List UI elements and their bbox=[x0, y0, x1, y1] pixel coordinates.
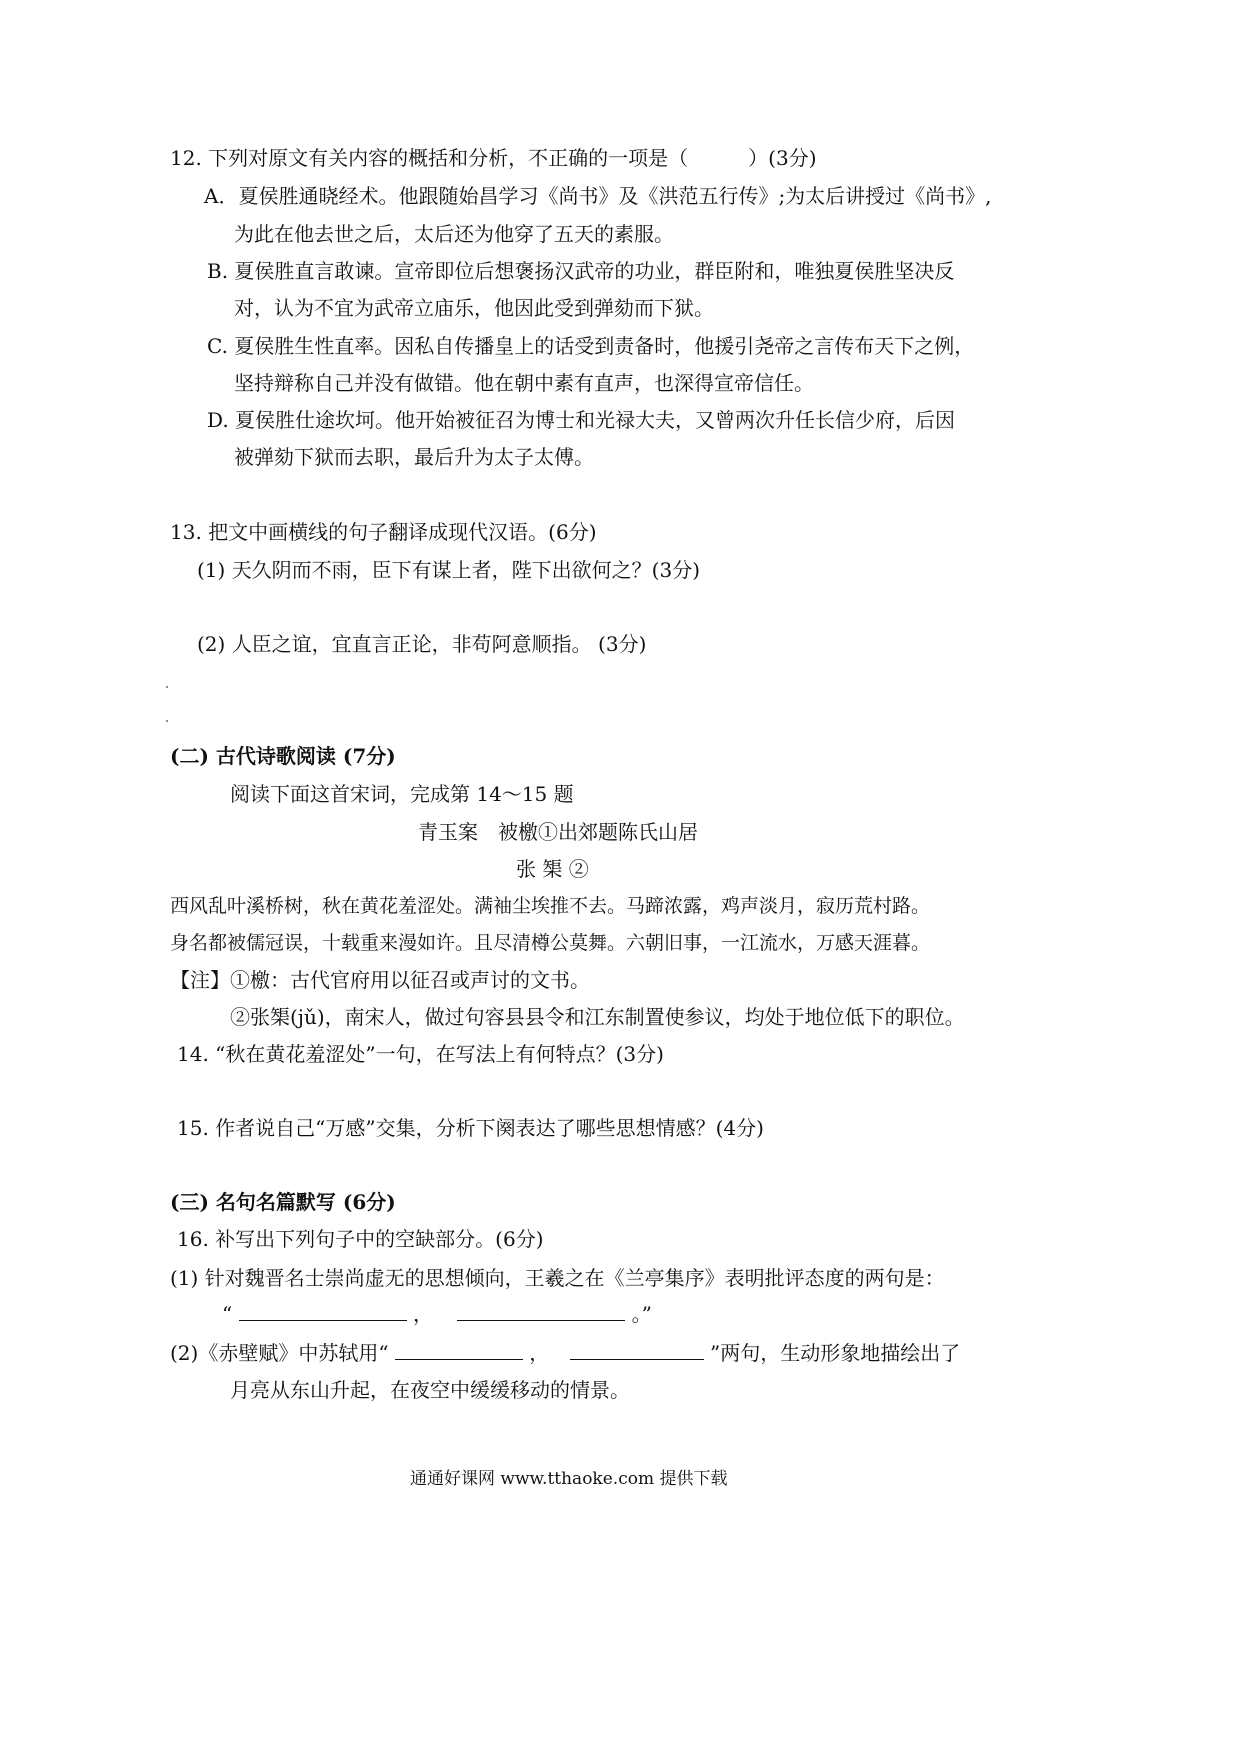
poem-note-1: 【注】①檄：古代官府用以征召或声讨的文书。 bbox=[170, 968, 590, 992]
poem-line-2: 身名都被儒冠误，十载重来漫如许。且尽清樽公莫舞。六朝旧事，一江流水，万感天涯暮。 bbox=[170, 932, 931, 954]
q16-prompt-2 bbox=[170, 1339, 960, 1367]
page-footer: 通通好课网 www.tthaoke.com 提供下载 bbox=[410, 1469, 728, 1489]
poem-title: 青玉案 被檄①出郊题陈氏山居 bbox=[418, 820, 698, 844]
poem-author: 张 榘 ② bbox=[516, 857, 589, 881]
q12-option-d-line1: D. 夏侯胜仕途坎坷。他开始被征召为博士和光禄大夫，又曾两次升任长信少府，后因 bbox=[207, 408, 956, 432]
q12-option-a-line2: 为此在他去世之后，太后还为他穿了五天的素服。 bbox=[234, 222, 674, 246]
open-quote: “ bbox=[222, 1302, 233, 1326]
q12-option-b-line2: 对，认为不宜为武帝立庙乐，他因此受到弹劾而下狱。 bbox=[234, 296, 714, 320]
answer-blank-4[interactable] bbox=[570, 1341, 704, 1360]
section2-heading: (二) 古代诗歌阅读 (7分) bbox=[170, 744, 396, 768]
q16-prompt-1: (1) 针对魏晋名士崇尚虚无的思想倾向，王羲之在《兰亭集序》表明批评态度的两句是： bbox=[170, 1266, 945, 1290]
q14-stem: 14. “秋在黄花羞涩处”一句，在写法上有何特点？(3分) bbox=[177, 1042, 664, 1066]
prompt-2-end: ”两句，生动形象地描绘出了 bbox=[710, 1341, 961, 1365]
section2-intro: 阅读下面这首宋词，完成第 14～15 题 bbox=[230, 782, 574, 806]
q12-option-a-line1: A．夏侯胜通晓经术。他跟随始昌学习《尚书》及《洪范五行传》;为太后讲授过《尚书》, bbox=[204, 184, 992, 208]
q13-sentence-2: (2) 人臣之谊，宜直言正论，非苟阿意顺指。 (3分) bbox=[197, 632, 647, 656]
close-quote: 。” bbox=[631, 1302, 652, 1326]
poem-line-1: 西风乱叶溪桥树，秋在黄花羞涩处。满袖尘埃推不去。马蹄浓露，鸡声淡月，寂历荒村路。 bbox=[170, 895, 931, 917]
q12-option-b-line1: B. 夏侯胜直言敢谏。宣帝即位后想褒扬汉武帝的功业，群臣附和，唯独夏侯胜坚决反 bbox=[207, 259, 955, 283]
q16-stem: 16. 补写出下列句子中的空缺部分。(6分) bbox=[177, 1227, 544, 1251]
scan-speck bbox=[166, 720, 168, 722]
answer-blank-1[interactable] bbox=[239, 1302, 407, 1321]
comma: ， bbox=[412, 1302, 433, 1326]
section3-heading: (三) 名句名篇默写 (6分) bbox=[170, 1190, 396, 1214]
q12-option-c-line1: C. 夏侯胜生性直率。因私自传播皇上的话受到责备时，他援引尧帝之言传布天下之例， bbox=[207, 334, 975, 358]
answer-blank-3[interactable] bbox=[395, 1341, 523, 1360]
q13-stem: 13. 把文中画横线的句子翻译成现代汉语。(6分) bbox=[170, 520, 597, 544]
q12-stem: 12. 下列对原文有关内容的概括和分析，不正确的一项是（ ）(3分) bbox=[170, 146, 817, 170]
prompt-2-start: (2)《赤壁赋》中苏轼用“ bbox=[170, 1341, 389, 1365]
comma: ， bbox=[529, 1341, 550, 1365]
q16-answer-row-1 bbox=[222, 1300, 652, 1328]
answer-blank-2[interactable] bbox=[457, 1302, 625, 1321]
q12-option-d-line2: 被弹劾下狱而去职，最后升为太子太傅。 bbox=[234, 445, 594, 469]
poem-note-2: ②张榘(jǔ)，南宋人，做过句容县县令和江东制置使参议，均处于地位低下的职位。 bbox=[230, 1005, 965, 1029]
q15-stem: 15. 作者说自己“万感”交集，分析下阕表达了哪些思想情感？(4分) bbox=[177, 1116, 764, 1140]
scan-speck bbox=[166, 686, 168, 688]
q12-option-c-line2: 坚持辩称自己并没有做错。他在朝中素有直声，也深得宣帝信任。 bbox=[234, 371, 814, 395]
q16-prompt-2-line2: 月亮从东山升起，在夜空中缓缓移动的情景。 bbox=[230, 1378, 630, 1402]
q13-sentence-1: (1) 天久阴而不雨，臣下有谋上者，陛下出欲何之？(3分) bbox=[197, 558, 701, 582]
